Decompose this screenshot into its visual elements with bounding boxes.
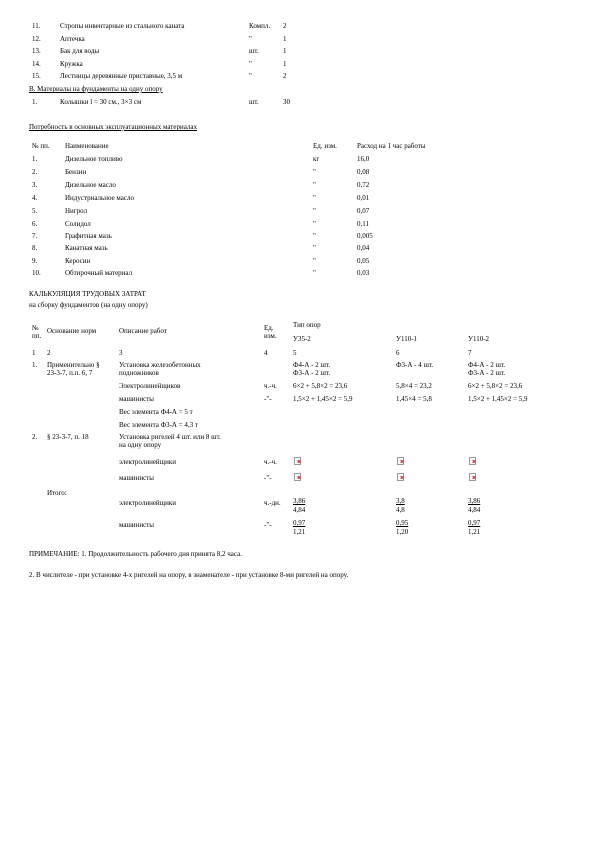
- row-rate: 0,05: [357, 257, 370, 265]
- fraction-denominator: 4,84: [468, 506, 481, 514]
- row-no: 8.: [32, 244, 38, 252]
- row-unit: ч.-ч.: [264, 382, 277, 390]
- row-unit: Компл.: [249, 22, 271, 30]
- row-no: 1.: [32, 155, 38, 163]
- row-name: Дизельное масло: [65, 181, 116, 189]
- column-header: У110-1: [396, 335, 418, 343]
- row-no: 14.: [32, 60, 41, 68]
- cell-value: Ф4-А - 2 шт.: [468, 361, 506, 369]
- row-unit: ": [249, 72, 252, 80]
- row-description: на одну опору: [119, 441, 162, 449]
- section-heading: В. Материалы на фундаменты на одну опору: [29, 85, 163, 93]
- fraction-numerator: 3,8: [396, 497, 405, 505]
- row-name: Обтирочный материал: [65, 269, 133, 277]
- column-header: №: [32, 324, 39, 332]
- row-description: подножников: [119, 369, 159, 377]
- column-number: 4: [264, 349, 268, 357]
- row-unit: -"-: [264, 395, 272, 403]
- column-header: У110-2: [468, 335, 490, 343]
- column-header: Описание работ: [119, 327, 167, 335]
- row-name: Керосин: [65, 257, 91, 265]
- row-no: 10.: [32, 269, 41, 277]
- worker-label: Электролинейщиков: [119, 382, 181, 390]
- materials-heading: Потребность в основных эксплуатационных материалах: [29, 123, 197, 131]
- calc-subtitle: на сборку фундаментов (на одну опору): [29, 301, 148, 309]
- row-unit: ": [249, 35, 252, 43]
- worker-label: машинисты: [119, 521, 154, 529]
- cell-value: Ф3-А - 2 шт.: [468, 369, 506, 377]
- row-rate: 0,04: [357, 244, 370, 252]
- column-number: 2: [47, 349, 51, 357]
- row-rate: 0,11: [357, 220, 369, 228]
- row-basis: Применительно §: [47, 361, 100, 369]
- row-no: 1.: [32, 361, 38, 369]
- cell-value: 1,5×2 + 1,45×2 = 5,9: [468, 395, 528, 403]
- row-qty: 2: [283, 72, 287, 80]
- fraction-denominator: 1,21: [468, 528, 481, 536]
- calc-title: КАЛЬКУЛЯЦИЯ ТРУДОВЫХ ЗАТРАТ: [29, 290, 146, 298]
- missing-image-icon: [469, 473, 476, 481]
- fraction-numerator: 3,86: [468, 497, 481, 505]
- row-qty: 1: [283, 47, 287, 55]
- row-name: Стропы инвентарные из стального каната: [60, 22, 185, 30]
- row-name: Канатная мазь: [65, 244, 108, 252]
- total-label: Итого:: [47, 489, 67, 497]
- row-no: 7.: [32, 232, 38, 240]
- row-no: 4.: [32, 194, 38, 202]
- row-description: Установка железобетонных: [119, 361, 201, 369]
- row-name: Графитная мазь: [65, 232, 112, 240]
- row-name: Солидол: [65, 220, 91, 228]
- row-no: 9.: [32, 257, 38, 265]
- row-unit: ": [313, 244, 316, 252]
- row-unit: ч.-дн.: [264, 499, 281, 507]
- row-basis: 23-3-7, п.п. 6, 7: [47, 369, 93, 377]
- row-rate: 0,08: [357, 168, 370, 176]
- row-unit: шт.: [249, 47, 259, 55]
- column-header: Расход на 1 час работы: [357, 142, 426, 150]
- row-unit: шт.: [249, 98, 259, 106]
- note-1: ПРИМЕЧАНИЕ: 1. Продолжительность рабочего дня принята 8,2 часа.: [29, 550, 242, 558]
- row-unit: -"-: [264, 474, 272, 482]
- row-no: 2.: [32, 168, 38, 176]
- row-qty: 2: [283, 22, 287, 30]
- column-header: Основание норм: [47, 327, 97, 335]
- row-qty: 30: [283, 98, 290, 106]
- cell-value: Ф3-А - 4 шт.: [396, 361, 434, 369]
- fraction-numerator: 0,97: [468, 519, 481, 527]
- cell-value: 6×2 + 5,8×2 = 23,6: [468, 382, 523, 390]
- note-2: 2. В числителе - при установке 4-х ригелей на опору, в знаменателе - при установке 8-ми ригелей на опору.: [29, 571, 349, 579]
- row-unit: ": [313, 181, 316, 189]
- cell-value: Ф4-А - 2 шт.: [293, 361, 331, 369]
- row-unit: кг: [313, 155, 320, 163]
- column-number: 3: [119, 349, 123, 357]
- element-weight: Вес элемента Ф3-А = 4,3 т: [119, 421, 198, 429]
- row-no: 3.: [32, 181, 38, 189]
- column-header: Ед. изм.: [313, 142, 337, 150]
- row-name: Бензин: [65, 168, 87, 176]
- row-name: Индустриальное масло: [65, 194, 134, 202]
- row-no: 13.: [32, 47, 41, 55]
- worker-label: электролинейщики: [119, 458, 176, 466]
- row-unit: ": [313, 194, 316, 202]
- row-no: 2.: [32, 433, 38, 441]
- missing-image-icon: [397, 457, 404, 465]
- row-unit: ч.-ч.: [264, 458, 277, 466]
- column-number: 7: [468, 349, 472, 357]
- row-unit: ": [313, 269, 316, 277]
- fraction-numerator: 0,95: [396, 519, 409, 527]
- row-name: Колышки l = 30 см., 3×3 см: [60, 98, 142, 106]
- row-rate: 0,03: [357, 269, 370, 277]
- fraction-denominator: 1,20: [396, 528, 409, 536]
- cell-value: 5,8×4 = 23,2: [396, 382, 432, 390]
- row-rate: 16,0: [357, 155, 370, 163]
- worker-label: электролинейщики: [119, 499, 176, 507]
- row-description: Установка ригелей 4 шт. или 8 шт.: [119, 433, 221, 441]
- fraction-denominator: 4,84: [293, 506, 306, 514]
- row-unit: ": [313, 207, 316, 215]
- column-header: Тип опор: [293, 321, 321, 329]
- column-header: Ед.: [264, 324, 274, 332]
- missing-image-icon: [294, 457, 301, 465]
- row-no: 1.: [32, 98, 38, 106]
- row-no: 15.: [32, 72, 41, 80]
- row-unit: ": [313, 220, 316, 228]
- row-no: 12.: [32, 35, 41, 43]
- row-rate: 0,005: [357, 232, 373, 240]
- row-qty: 1: [283, 60, 287, 68]
- missing-image-icon: [397, 473, 404, 481]
- row-name: Кружка: [60, 60, 83, 68]
- column-header: изм.: [264, 332, 277, 340]
- worker-label: машинисты: [119, 474, 154, 482]
- row-name: Лестницы деревянные приставные, 3,5 м: [60, 72, 183, 80]
- row-qty: 1: [283, 35, 287, 43]
- row-rate: 0,01: [357, 194, 370, 202]
- column-header: У35-2: [293, 335, 311, 343]
- row-unit: ": [313, 257, 316, 265]
- column-number: 1: [32, 349, 36, 357]
- row-unit: ": [313, 232, 316, 240]
- row-unit: ": [249, 60, 252, 68]
- row-unit: -"-: [264, 521, 272, 529]
- row-name: Нигрол: [65, 207, 88, 215]
- row-no: 6.: [32, 220, 38, 228]
- fraction-numerator: 3,86: [293, 497, 306, 505]
- row-name: Бак для воды: [60, 47, 100, 55]
- row-unit: ": [313, 168, 316, 176]
- fraction-denominator: 4,8: [396, 506, 405, 514]
- column-number: 6: [396, 349, 400, 357]
- fraction-numerator: 0,97: [293, 519, 306, 527]
- column-header: пп.: [32, 332, 42, 340]
- column-header: № пп.: [32, 142, 50, 150]
- worker-label: машинисты: [119, 395, 154, 403]
- cell-value: 1,45×4 = 5,8: [396, 395, 432, 403]
- row-basis: § 23-3-7, п. 18: [47, 433, 89, 441]
- cell-value: Ф3-А - 2 шт.: [293, 369, 331, 377]
- row-rate: 0,07: [357, 207, 370, 215]
- row-name: Дизельное топливо: [65, 155, 123, 163]
- missing-image-icon: [294, 473, 301, 481]
- row-rate: 0,72: [357, 181, 370, 189]
- row-no: 5.: [32, 207, 38, 215]
- row-name: Аптечка: [60, 35, 85, 43]
- element-weight: Вес элемента Ф4-А = 5 т: [119, 408, 193, 416]
- fraction-denominator: 1,21: [293, 528, 306, 536]
- missing-image-icon: [469, 457, 476, 465]
- column-header: Наименование: [65, 142, 109, 150]
- cell-value: 6×2 + 5,8×2 = 23,6: [293, 382, 348, 390]
- column-number: 5: [293, 349, 297, 357]
- row-no: 11.: [32, 22, 41, 30]
- cell-value: 1,5×2 + 1,45×2 = 5,9: [293, 395, 353, 403]
